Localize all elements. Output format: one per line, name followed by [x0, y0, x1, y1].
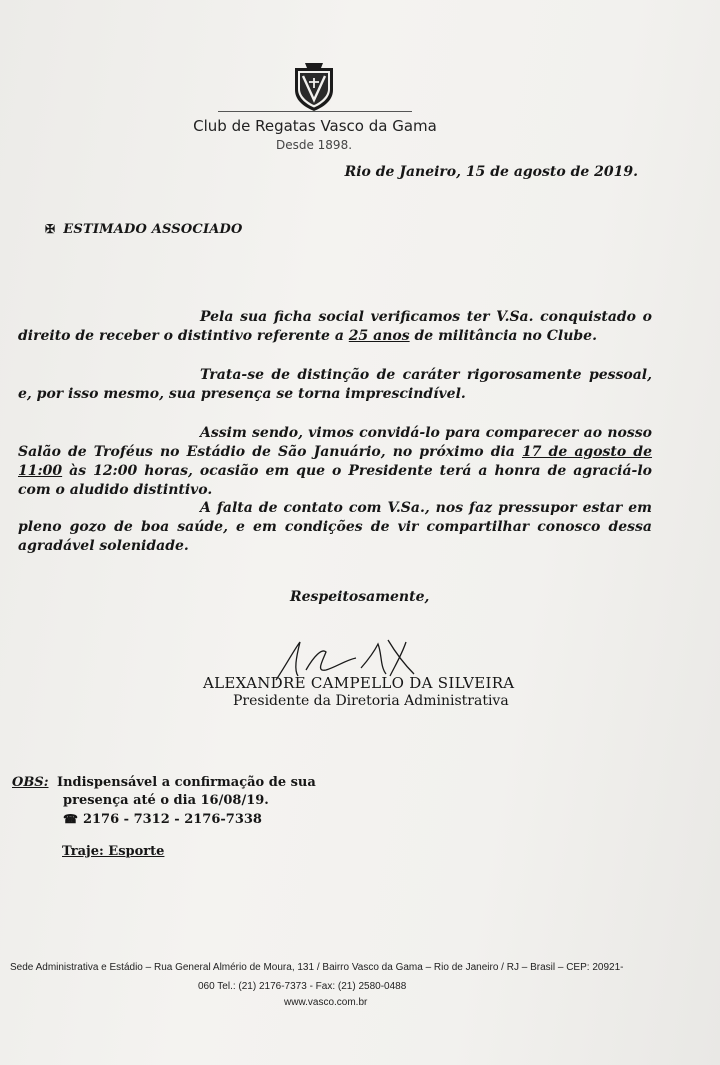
vasco-crest-logo: [291, 60, 337, 112]
paragraph-4: [18, 499, 652, 556]
telephone-icon: ☎: [63, 812, 78, 826]
footer-address: Sede Administrativa e Estádio – Rua General Almério de Moura, 131 / Bairro Vasco da Gama – Rio de Janeiro / RJ – Brasil – CEP: 20921-: [10, 962, 624, 973]
notes-phones: [63, 810, 262, 829]
paragraph-2: [18, 366, 652, 404]
letter-date: Rio de Janeiro, 15 de agosto de 2019.: [344, 164, 638, 180]
closing: Respeitosamente,: [290, 589, 430, 605]
notes-label: OBS:: [12, 775, 49, 790]
notes-line-1: Indispensável a confirmação de sua: [57, 775, 316, 790]
cross-emblem-icon: ✠: [45, 222, 56, 236]
club-name: Club de Regatas Vasco da Gama: [193, 117, 437, 135]
paragraph-3-date: 17 de agosto de 11:00: [18, 444, 653, 479]
paragraph-3-text-a: Assim sendo, vimos convidá-lo para comparecer ao nosso Salão de Troféus no Estádio de São Januário, no próximo dia: [18, 425, 652, 460]
salutation-text: ESTIMADO ASSOCIADO: [63, 222, 243, 237]
footer-website: www.vasco.com.br: [284, 997, 368, 1008]
club-since: Desde 1898.: [275, 138, 353, 152]
notes-line-2: presença até o dia 16/08/19.: [63, 793, 269, 808]
dress-code: Traje: Esporte: [62, 844, 165, 859]
signer-title: Presidente da Diretoria Administrativa: [233, 693, 509, 709]
paragraph-1-text-a: Pela sua ficha social verificamos ter V.Sa. conquistado o direito de receber o distintivo referente a: [18, 309, 652, 344]
salutation: [45, 222, 243, 237]
signer-name: ALEXANDRE CAMPELLO DA SILVEIRA: [203, 674, 515, 692]
paragraph-4-text: A falta de contato com V.Sa., nos faz pressupor estar em pleno gozo de boa saúde, e em condições de vir compartilhar conosco dessa agradável solenidade.: [18, 500, 652, 554]
paragraph-1: [18, 308, 652, 346]
paragraph-1-years: 25 anos: [348, 328, 410, 344]
footer-contact: 060 Tel.: (21) 2176-7373 - Fax: (21) 2580-0488: [198, 981, 407, 992]
paragraph-1-text-b: de militância no Clube.: [409, 328, 597, 344]
paragraph-3: [18, 424, 652, 500]
paragraph-3-text-b: às 12:00 horas, ocasião em que o Presidente terá a honra de agraciá-lo com o aludido distintivo.: [18, 463, 652, 498]
paragraph-2-text: Trata-se de distinção de caráter rigorosamente pessoal, e, por isso mesmo, sua presença se torna imprescindível.: [18, 367, 652, 402]
letterhead-rule: [218, 111, 412, 112]
phone-numbers: 2176 - 7312 - 2176-7338: [82, 812, 262, 827]
